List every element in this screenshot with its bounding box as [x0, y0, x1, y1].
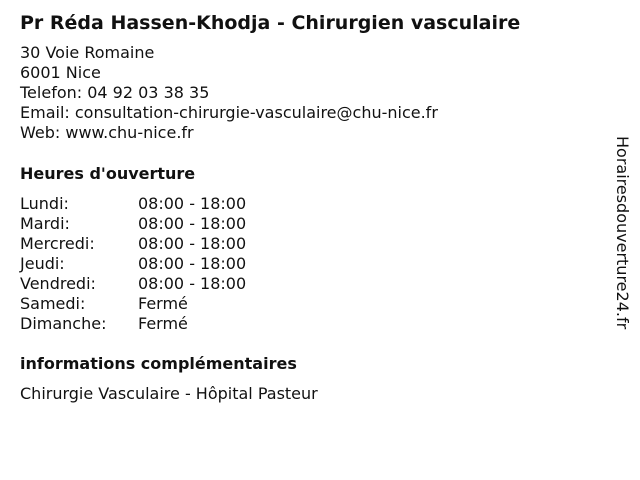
- email-address: Email: consultation-chirurgie-vasculaire@chu-nice.fr: [20, 103, 438, 122]
- hours-row-saturday: [20, 294, 246, 314]
- day-label: Mardi:: [20, 214, 70, 233]
- day-label: Vendredi:: [20, 274, 96, 293]
- hours-row-sunday: [20, 314, 246, 334]
- street-address: 30 Voie Romaine: [20, 43, 155, 62]
- additional-info-heading: informations complémentaires: [20, 354, 297, 373]
- website: Web: www.chu-nice.fr: [20, 123, 194, 142]
- hours-row-thursday: [20, 254, 246, 274]
- contact-block: [20, 43, 438, 143]
- hours-row-monday: [20, 194, 246, 214]
- hours-value: 08:00 - 18:00: [138, 214, 247, 233]
- hours-value: 08:00 - 18:00: [138, 274, 247, 293]
- phone-number: Telefon: 04 92 03 38 35: [20, 83, 210, 102]
- page-title: Pr Réda Hassen-Khodja - Chirurgien vasculaire: [20, 12, 521, 34]
- additional-info-text: Chirurgie Vasculaire - Hôpital Pasteur: [20, 384, 318, 403]
- hours-row-tuesday: [20, 214, 246, 234]
- day-label: Dimanche:: [20, 314, 107, 333]
- hours-row-friday: [20, 274, 246, 294]
- opening-hours-list: [20, 194, 246, 334]
- hours-value: 08:00 - 18:00: [138, 254, 247, 273]
- day-label: Mercredi:: [20, 234, 95, 253]
- city-postal: 6001 Nice: [20, 63, 101, 82]
- site-watermark: Horairesdouverture24.fr: [613, 136, 632, 330]
- hours-value: Fermé: [138, 294, 188, 313]
- hours-value: Fermé: [138, 314, 188, 333]
- hours-row-wednesday: [20, 234, 246, 254]
- day-label: Jeudi:: [20, 254, 65, 273]
- opening-hours-heading: Heures d'ouverture: [20, 164, 196, 183]
- day-label: Lundi:: [20, 194, 69, 213]
- hours-value: 08:00 - 18:00: [138, 234, 247, 253]
- hours-value: 08:00 - 18:00: [138, 194, 247, 213]
- day-label: Samedi:: [20, 294, 86, 313]
